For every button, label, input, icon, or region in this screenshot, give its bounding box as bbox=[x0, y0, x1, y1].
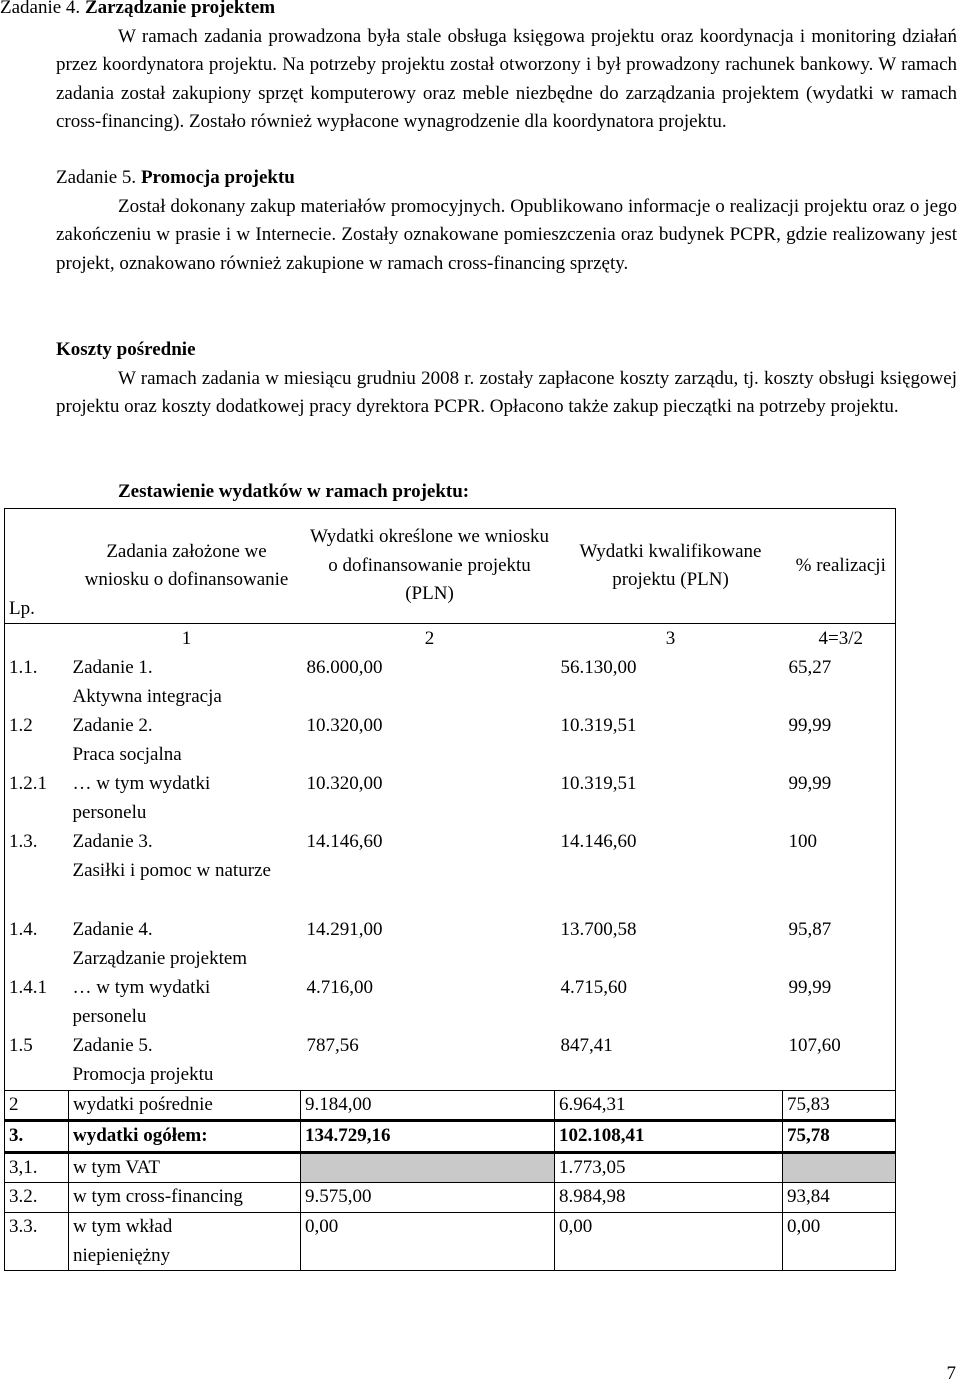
task-4-heading bbox=[0, 0, 957, 23]
section-task-4 bbox=[0, 0, 957, 137]
cell-lp: 1.4. bbox=[5, 916, 69, 974]
cell-lp: 3. bbox=[5, 1121, 69, 1153]
task-5-title: Promocja projektu bbox=[140, 167, 295, 188]
cell-lp: 3.2. bbox=[5, 1183, 69, 1213]
cell-eligible: 14.146,60 bbox=[560, 831, 637, 852]
cell-lp: 1.1. bbox=[5, 654, 69, 712]
cell-eligible: 6.964,31 bbox=[555, 1090, 783, 1121]
indirect-title: Koszty pośrednie bbox=[56, 339, 196, 360]
task-name: w tym VAT bbox=[73, 1156, 160, 1178]
cell-task bbox=[69, 770, 301, 828]
task-name-continued: personelu bbox=[72, 801, 147, 823]
cell-eligible: 10.319,51 bbox=[560, 715, 637, 736]
header-percent: % realizacji bbox=[783, 509, 896, 624]
cell-percent: 65,27 bbox=[783, 654, 896, 712]
table-row bbox=[5, 770, 896, 828]
task-name: w tym wkład bbox=[73, 1216, 173, 1237]
cell-planned: 10.320,00 bbox=[306, 715, 383, 736]
cell-task bbox=[69, 1032, 301, 1090]
table-row bbox=[5, 916, 896, 974]
task-5-heading bbox=[56, 164, 957, 193]
expenses-table bbox=[4, 508, 896, 1271]
cell-planned: 9.184,00 bbox=[301, 1090, 555, 1121]
cell-lp: 1.5 bbox=[5, 1032, 69, 1090]
task-name: Zadanie 1. bbox=[72, 657, 153, 678]
cell-planned: 14.146,60 bbox=[306, 831, 383, 852]
column-numbers-row bbox=[5, 624, 896, 655]
cell-task bbox=[69, 1121, 301, 1153]
task-name: … w tym wydatki bbox=[72, 773, 211, 794]
table-row bbox=[5, 828, 896, 916]
table-row bbox=[5, 654, 896, 712]
cell-eligible: 8.984,98 bbox=[555, 1183, 783, 1213]
cell-percent: 100 bbox=[783, 828, 896, 916]
table-row bbox=[5, 1183, 896, 1213]
cell-task bbox=[69, 916, 301, 974]
cell-eligible: 1.773,05 bbox=[555, 1152, 783, 1183]
section-indirect-costs bbox=[56, 336, 957, 422]
cell-percent: 75,83 bbox=[783, 1090, 896, 1121]
cell-percent: 95,87 bbox=[783, 916, 896, 974]
cell-task bbox=[69, 1213, 301, 1271]
cell-lp: 1.3. bbox=[5, 828, 69, 916]
cell-planned: 0,00 bbox=[301, 1213, 555, 1271]
task-5-prefix: Zadanie 5. bbox=[56, 167, 141, 188]
cell-task bbox=[69, 1183, 301, 1213]
cell-percent bbox=[783, 1152, 896, 1183]
table-row bbox=[5, 1213, 896, 1271]
task-name-continued: Promocja projektu bbox=[72, 1063, 214, 1085]
cell-lp: 1.2 bbox=[5, 712, 69, 770]
col-number-4: 4=3/2 bbox=[783, 624, 896, 655]
task-5-text: Został dokonany zakup materiałów promocyjnych. Opublikowano informacje o realizacji projektu oraz o jego zakończeniu w prasie i w Internecie. Zostały oznakowane pomieszczenia oraz budynek PCPR, gdzie realizowany jest projekt, oznakowano również zakupione w ramach cross-financing sprzęty. bbox=[56, 195, 957, 274]
cell-task bbox=[69, 974, 301, 1032]
task-name: Zadanie 2. bbox=[72, 715, 153, 736]
task-4-text: W ramach zadania prowadzona była stale obsługa księgowa projektu oraz koordynacja i monitoring działań przez koordynatora projektu. Na potrzeby projektu został otworzony i był prowadzony rachunek bankowy. W ramach zadania został zakupiony sprzęt komputerowy oraz meble niezbędne do zarządzania projektem (wydatki w ramach cross-financing). Zostało również wypłacone wynagrodzenie dla koordynatora projektu. bbox=[56, 25, 957, 132]
task-name: Zadanie 4. bbox=[72, 919, 153, 940]
cell-eligible: 4.715,60 bbox=[560, 977, 627, 998]
cell-percent: 0,00 bbox=[783, 1213, 896, 1271]
header-planned: Wydatki określone we wniosku o dofinansowanie projektu (PLN) bbox=[301, 509, 555, 624]
page-number: 7 bbox=[946, 1362, 956, 1384]
cell-eligible: 0,00 bbox=[555, 1213, 783, 1271]
cell-percent: 75,78 bbox=[783, 1121, 896, 1153]
header-tasks: Zadania założone we wniosku o dofinansowanie bbox=[69, 509, 301, 624]
table-header-row bbox=[5, 509, 896, 624]
cell-task bbox=[69, 828, 301, 916]
task-name-continued: niepieniężny bbox=[73, 1244, 171, 1266]
cell-percent: 99,99 bbox=[783, 974, 896, 1032]
table-body bbox=[5, 654, 896, 1271]
cell-planned: 14.291,00 bbox=[306, 919, 383, 940]
table-row bbox=[5, 1090, 896, 1121]
cell-task bbox=[69, 1090, 301, 1121]
header-lp: Lp. bbox=[5, 509, 69, 624]
table-row bbox=[5, 974, 896, 1032]
cell-percent: 99,99 bbox=[783, 712, 896, 770]
cell-eligible: 10.319,51 bbox=[560, 773, 637, 794]
cell-percent: 99,99 bbox=[783, 770, 896, 828]
cell-planned: 134.729,16 bbox=[301, 1121, 555, 1153]
task-name: wydatki ogółem: bbox=[73, 1125, 208, 1146]
cell-planned: 86.000,00 bbox=[306, 657, 383, 678]
task-4-title: Zarządzanie projektem bbox=[84, 0, 276, 18]
col-number-1: 1 bbox=[69, 624, 301, 655]
cell-task bbox=[69, 1152, 301, 1183]
task-name-continued: Praca socjalna bbox=[72, 743, 182, 765]
task-name: … w tym wydatki bbox=[72, 977, 211, 998]
cell-task bbox=[69, 712, 301, 770]
cell-planned: 4.716,00 bbox=[306, 977, 373, 998]
cell-task bbox=[69, 654, 301, 712]
cell-planned: 787,56 bbox=[306, 1035, 359, 1056]
cell-planned: 10.320,00 bbox=[306, 773, 383, 794]
cell-planned bbox=[301, 1152, 555, 1183]
cell-eligible: 102.108,41 bbox=[555, 1121, 783, 1153]
table-row bbox=[5, 1032, 896, 1090]
table-row bbox=[5, 712, 896, 770]
cell-eligible: 13.700,58 bbox=[560, 919, 637, 940]
cell-percent: 93,84 bbox=[783, 1183, 896, 1213]
task-name: Zadanie 5. bbox=[72, 1035, 153, 1056]
cell-lp: 3,1. bbox=[5, 1152, 69, 1183]
task-name-continued: Zasiłki i pomoc w naturze bbox=[72, 859, 271, 881]
task-name-continued: Zarządzanie projektem bbox=[72, 947, 248, 969]
indirect-text: W ramach zadania w miesiącu grudniu 2008 r. zostały zapłacone koszty zarządu, tj. koszty obsługi księgowej projektu oraz koszty dodatkowej pracy dyrektora PCPR. Opłacono także zakup pieczątki na potrzeby projektu. bbox=[56, 367, 957, 417]
task-name: w tym cross-financing bbox=[73, 1186, 243, 1207]
table-row bbox=[5, 1121, 896, 1153]
task-4-prefix: Zadanie 4. bbox=[0, 0, 85, 18]
cell-lp: 2 bbox=[5, 1090, 69, 1121]
cell-eligible: 847,41 bbox=[560, 1035, 613, 1056]
cell-lp: 1.4.1 bbox=[5, 974, 69, 1032]
col-number-3: 3 bbox=[555, 624, 783, 655]
summary-title: Zestawienie wydatków w ramach projektu: bbox=[118, 481, 470, 502]
col-number-2: 2 bbox=[301, 624, 555, 655]
cell-lp: 1.2.1 bbox=[5, 770, 69, 828]
task-name-continued: Aktywna integracja bbox=[72, 685, 222, 707]
header-eligible: Wydatki kwalifikowane projektu (PLN) bbox=[555, 509, 783, 624]
task-name-continued: personelu bbox=[72, 1005, 147, 1027]
cell-planned: 9.575,00 bbox=[301, 1183, 555, 1213]
table-row bbox=[5, 1152, 896, 1183]
cell-percent: 107,60 bbox=[783, 1032, 896, 1090]
cell-eligible: 56.130,00 bbox=[560, 657, 637, 678]
section-task-5 bbox=[56, 164, 957, 278]
task-name: Zadanie 3. bbox=[72, 831, 153, 852]
task-name: wydatki pośrednie bbox=[73, 1093, 213, 1115]
cell-lp: 3.3. bbox=[5, 1213, 69, 1271]
